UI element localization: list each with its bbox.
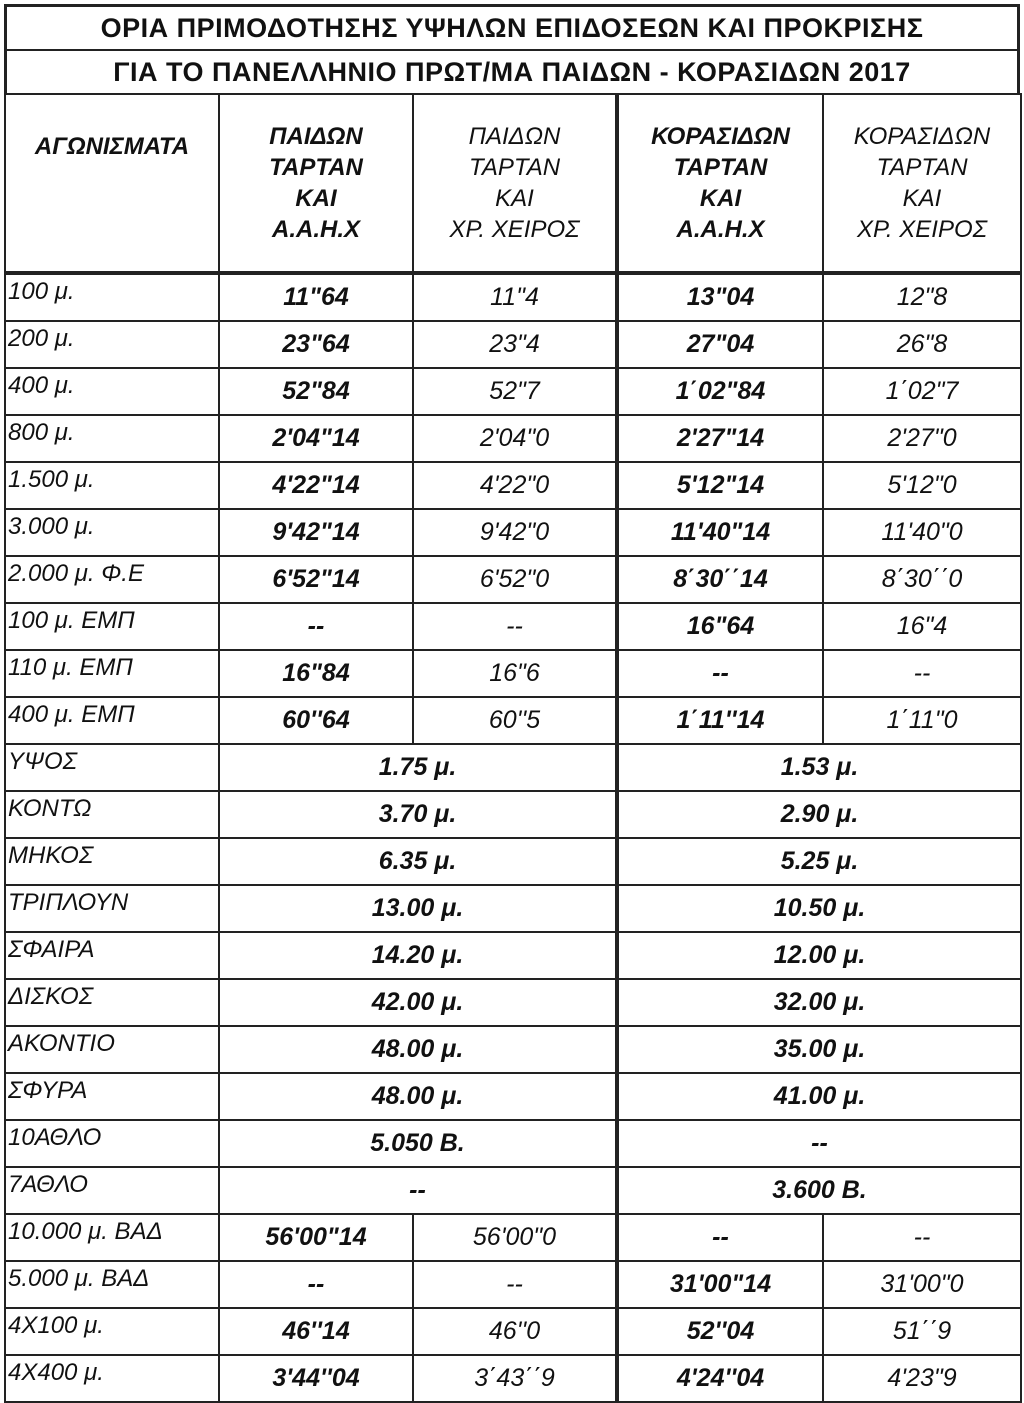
header-girls-hand-line: ΚΟΡΑΣΙΔΩΝ (853, 123, 991, 150)
header-girls-hand-line: ΧΡ. ΧΕΙΡΟΣ (856, 216, 988, 243)
boys-electronic-value: 56'00"14 (219, 1214, 413, 1261)
header-boys-hand-line: ΤΑΡΤΑΝ (468, 154, 561, 181)
boys-electronic-value: 4'22"14 (219, 462, 413, 509)
table-body (5, 273, 1021, 1402)
table-row (5, 1120, 1021, 1167)
boys-hand-value: 60''5 (413, 697, 617, 744)
header-boys-hand-line: ΧΡ. ΧΕΙΡΟΣ (449, 216, 580, 243)
header-boys-hand-line: ΠΑΙΔΩΝ (468, 123, 561, 150)
standards-table (4, 93, 1022, 1403)
event-name: 400 μ. ΕΜΠ (5, 697, 219, 744)
boys-field-value: 3.70 μ. (219, 791, 617, 838)
girls-electronic-value: 13"04 (617, 273, 823, 321)
girls-hand-value: 5'12"0 (823, 462, 1021, 509)
boys-electronic-value: -- (219, 603, 413, 650)
event-name: 110 μ. ΕΜΠ (5, 650, 219, 697)
boys-field-value: 42.00 μ. (219, 979, 617, 1026)
table-row (5, 791, 1021, 838)
table-row (5, 368, 1021, 415)
table-row (5, 603, 1021, 650)
girls-electronic-value: 5'12"14 (617, 462, 823, 509)
girls-electronic-value: 4'24''04 (617, 1355, 823, 1402)
event-name: 10.000 μ. ΒΑΔ (5, 1214, 219, 1261)
boys-electronic-value: 9'42"14 (219, 509, 413, 556)
table-row (5, 1026, 1021, 1073)
boys-electronic-value: 11"64 (219, 273, 413, 321)
boys-hand-value: 23"4 (413, 321, 617, 368)
table-row (5, 1261, 1021, 1308)
event-name: 10ΑΘΛΟ (5, 1120, 219, 1167)
girls-field-value: 2.90 μ. (617, 791, 1021, 838)
table-row (5, 979, 1021, 1026)
header-boys-ahx-line: ΠΑΙΔΩΝ (269, 123, 363, 150)
girls-field-value: 3.600 Β. (617, 1167, 1021, 1214)
header-girls-ahx-line: ΚΑΙ (699, 185, 742, 212)
girls-electronic-value: 11'40"14 (617, 509, 823, 556)
event-name: 2.000 μ. Φ.Ε (5, 556, 219, 603)
girls-electronic-value: -- (617, 1214, 823, 1261)
event-name: ΣΦΥΡΑ (5, 1073, 219, 1120)
girls-electronic-value: 8΄30΄΄14 (617, 556, 823, 603)
event-name: ΚΟΝΤΩ (5, 791, 219, 838)
results-sheet (4, 4, 1020, 1403)
header-girls-ahx-line: ΤΑΡΤΑΝ (673, 154, 768, 181)
boys-field-value: 6.35 μ. (219, 838, 617, 885)
event-name: 4Χ400 μ. (5, 1355, 219, 1402)
boys-electronic-value: 23"64 (219, 321, 413, 368)
table-row (5, 1167, 1021, 1214)
table-row (5, 1073, 1021, 1120)
boys-hand-value: 16"6 (413, 650, 617, 697)
event-name: 1.500 μ. (5, 462, 219, 509)
boys-hand-value: -- (413, 1261, 617, 1308)
girls-field-value: 41.00 μ. (617, 1073, 1021, 1120)
girls-field-value: 1.53 μ. (617, 744, 1021, 791)
title-line-2: ΓΙΑ ΤΟ ΠΑΝΕΛΛΗΝΙΟ ΠΡΩΤ/ΜΑ ΠΑΙΔΩΝ - ΚΟΡΑΣΙΔΩΝ 2017 (7, 49, 1017, 93)
table-row (5, 273, 1021, 321)
table-row (5, 556, 1021, 603)
table-row (5, 321, 1021, 368)
header-boys-ahx-line: ΚΑΙ (295, 185, 337, 212)
event-name: ΤΡΙΠΛΟΥΝ (5, 885, 219, 932)
girls-field-value: -- (617, 1120, 1021, 1167)
girls-field-value: 32.00 μ. (617, 979, 1021, 1026)
table-row (5, 1214, 1021, 1261)
event-name: 100 μ. ΕΜΠ (5, 603, 219, 650)
header-boys-hand-line: ΚΑΙ (495, 185, 534, 212)
boys-electronic-value: -- (219, 1261, 413, 1308)
girls-electronic-value: 2'27"14 (617, 415, 823, 462)
girls-hand-value: -- (823, 1214, 1021, 1261)
girls-field-value: 10.50 μ. (617, 885, 1021, 932)
girls-electronic-value: 1΄11''14 (617, 697, 823, 744)
table-row (5, 1308, 1021, 1355)
girls-hand-value: 51΄΄9 (823, 1308, 1021, 1355)
girls-hand-value: 26"8 (823, 321, 1021, 368)
header-girls-ahx-line: ΚΟΡΑΣΙΔΩΝ (651, 123, 790, 150)
girls-hand-value: 1΄02"7 (823, 368, 1021, 415)
girls-hand-value: 12"8 (823, 273, 1021, 321)
event-name: 800 μ. (5, 415, 219, 462)
table-row (5, 650, 1021, 697)
girls-hand-value: 4'23"9 (823, 1355, 1021, 1402)
table-row (5, 932, 1021, 979)
boys-hand-value: 52"7 (413, 368, 617, 415)
title-line-1: ΟΡΙΑ ΠΡΙΜΟΔΟΤΗΣΗΣ ΥΨΗΛΩΝ ΕΠΙΔΟΣΕΩΝ ΚΑΙ ΠΡΟΚΡΙΣΗΣ (100, 13, 924, 43)
girls-hand-value: 1΄11"0 (823, 697, 1021, 744)
event-name: 400 μ. (5, 368, 219, 415)
girls-electronic-value: 31'00"14 (617, 1261, 823, 1308)
boys-hand-value: 11"4 (413, 273, 617, 321)
table-row (5, 697, 1021, 744)
boys-field-value: 48.00 μ. (219, 1073, 617, 1120)
header-girls-hand (823, 94, 1021, 273)
table-row (5, 462, 1021, 509)
girls-hand-value: -- (823, 650, 1021, 697)
girls-hand-value: 2'27"0 (823, 415, 1021, 462)
event-name: 100 μ. (5, 273, 219, 321)
boys-hand-value: 2'04"0 (413, 415, 617, 462)
boys-hand-value: -- (413, 603, 617, 650)
event-name: ΑΚΟΝΤΙΟ (5, 1026, 219, 1073)
girls-field-value: 12.00 μ. (617, 932, 1021, 979)
event-name: 200 μ. (5, 321, 219, 368)
event-name: ΥΨΟΣ (5, 744, 219, 791)
girls-electronic-value: -- (617, 650, 823, 697)
boys-hand-value: 9'42"0 (413, 509, 617, 556)
header-boys-ahx-line: Α.Α.Η.Χ (271, 216, 360, 243)
boys-electronic-value: 60''64 (219, 697, 413, 744)
boys-hand-value: 6'52"0 (413, 556, 617, 603)
event-name: ΜΗΚΟΣ (5, 838, 219, 885)
event-name: 5.000 μ. ΒΑΔ (5, 1261, 219, 1308)
header-row (5, 94, 1021, 273)
girls-field-value: 5.25 μ. (617, 838, 1021, 885)
boys-field-value: 1.75 μ. (219, 744, 617, 791)
boys-field-value: 48.00 μ. (219, 1026, 617, 1073)
girls-electronic-value: 1΄02"84 (617, 368, 823, 415)
boys-hand-value: 4'22"0 (413, 462, 617, 509)
table-row (5, 1355, 1021, 1402)
header-boys-ahx (219, 94, 413, 273)
boys-field-value: 14.20 μ. (219, 932, 617, 979)
event-name: ΔΙΣΚΟΣ (5, 979, 219, 1026)
event-name: 4Χ100 μ. (5, 1308, 219, 1355)
header-boys-ahx-line: ΤΑΡΤΑΝ (269, 154, 363, 181)
girls-electronic-value: 52''04 (617, 1308, 823, 1355)
boys-hand-value: 56'00"0 (413, 1214, 617, 1261)
girls-electronic-value: 16"64 (617, 603, 823, 650)
table-row (5, 885, 1021, 932)
table-row (5, 744, 1021, 791)
girls-hand-value: 31'00"0 (823, 1261, 1021, 1308)
boys-hand-value: 46''0 (413, 1308, 617, 1355)
boys-electronic-value: 6'52"14 (219, 556, 413, 603)
boys-electronic-value: 46''14 (219, 1308, 413, 1355)
table-row (5, 415, 1021, 462)
girls-electronic-value: 27"04 (617, 321, 823, 368)
table-row (5, 838, 1021, 885)
header-girls-hand-line: ΚΑΙ (902, 185, 942, 212)
boys-electronic-value: 52"84 (219, 368, 413, 415)
boys-field-value: 5.050 Β. (219, 1120, 617, 1167)
boys-field-value: 13.00 μ. (219, 885, 617, 932)
event-name: ΣΦΑΙΡΑ (5, 932, 219, 979)
girls-field-value: 35.00 μ. (617, 1026, 1021, 1073)
boys-electronic-value: 2'04"14 (219, 415, 413, 462)
event-name: 3.000 μ. (5, 509, 219, 556)
header-boys-hand (413, 94, 617, 273)
boys-hand-value: 3΄43΄΄9 (413, 1355, 617, 1402)
girls-hand-value: 16"4 (823, 603, 1021, 650)
title-box (4, 4, 1020, 93)
boys-electronic-value: 3'44''04 (219, 1355, 413, 1402)
girls-hand-value: 8΄30΄΄0 (823, 556, 1021, 603)
header-girls-ahx-line: Α.Α.Η.Χ (676, 216, 765, 243)
event-name: 7ΑΘΛΟ (5, 1167, 219, 1214)
header-events: ΑΓΩΝΙΣΜΑΤΑ (5, 94, 219, 273)
girls-hand-value: 11'40"0 (823, 509, 1021, 556)
header-girls-hand-line: ΤΑΡΤΑΝ (876, 154, 968, 181)
table-row (5, 509, 1021, 556)
boys-field-value: -- (219, 1167, 617, 1214)
header-girls-ahx (617, 94, 823, 273)
boys-electronic-value: 16"84 (219, 650, 413, 697)
